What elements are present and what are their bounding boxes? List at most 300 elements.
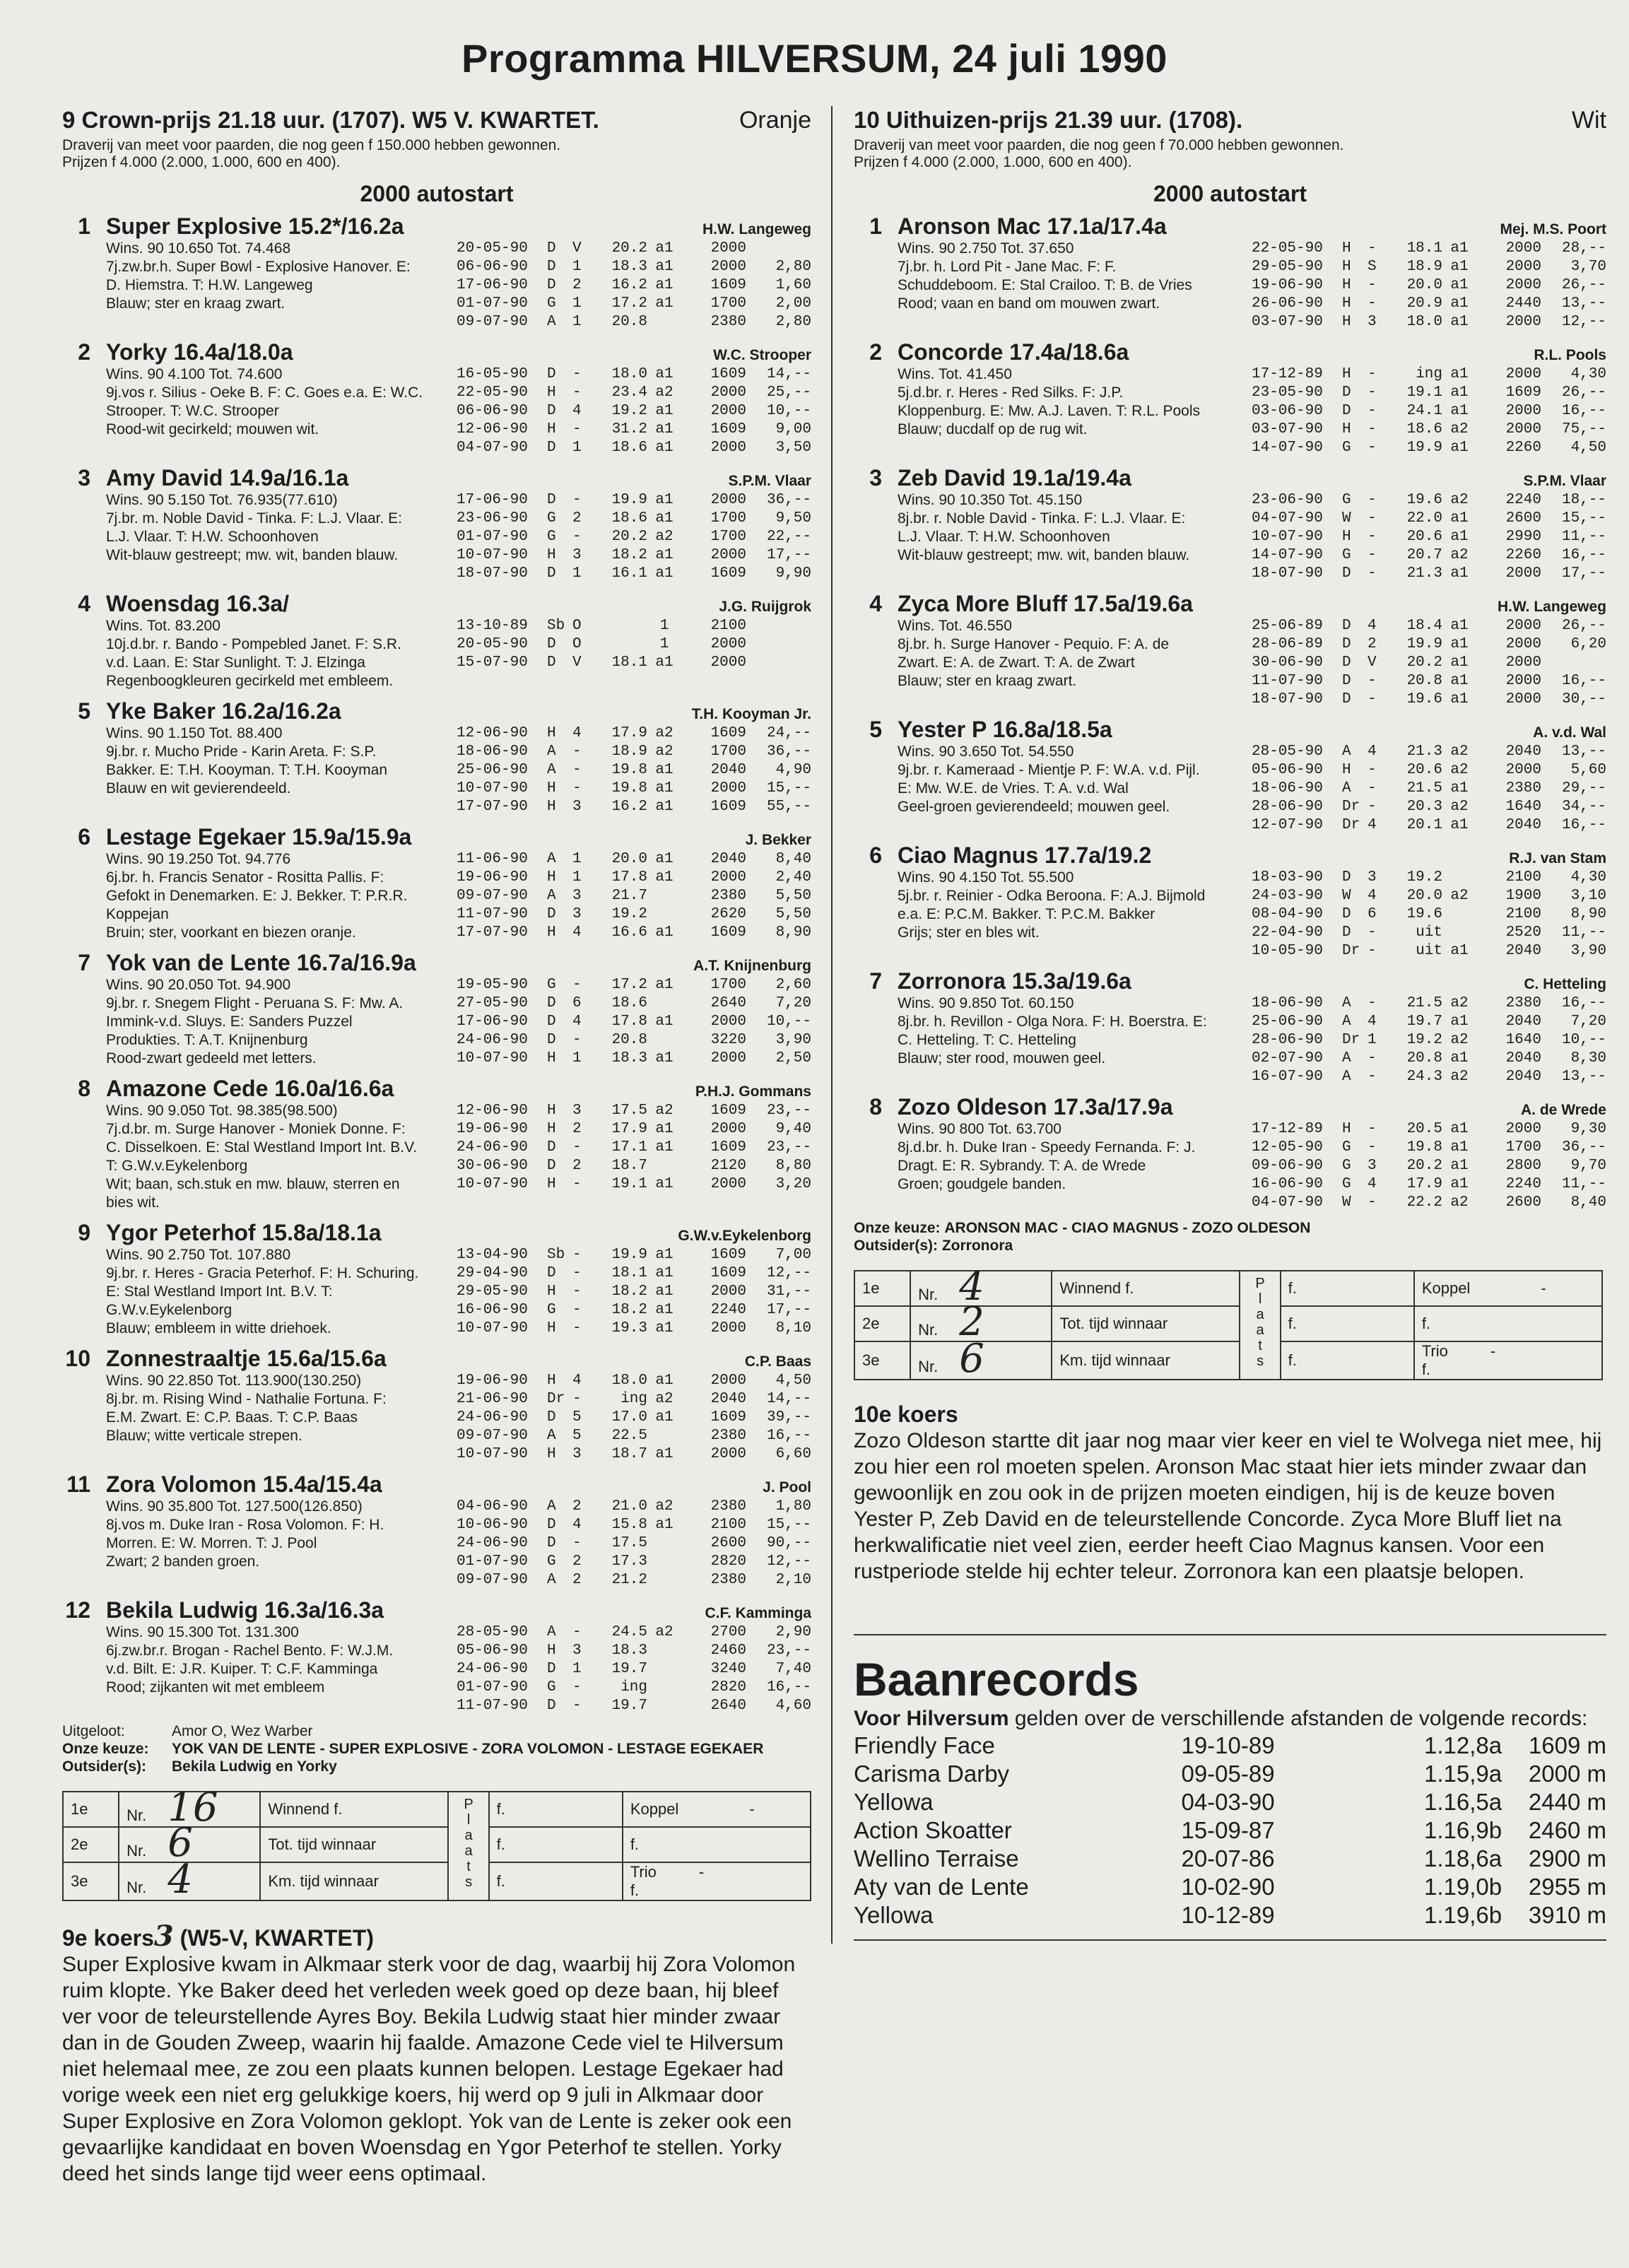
start-cell: 16.2 <box>611 799 647 815</box>
start-cell: 6 <box>1368 906 1377 922</box>
horse-header <box>62 213 811 240</box>
start-cell: a2 <box>1450 547 1469 563</box>
start-cell: 24-06-90 <box>457 1535 528 1551</box>
start-row <box>457 1679 811 1697</box>
start-cell: D <box>547 403 556 419</box>
start-cell: 34,-- <box>1561 799 1606 815</box>
horse-header <box>62 464 811 491</box>
start-cell: A <box>1342 780 1351 797</box>
start-cell: 11-07-90 <box>457 1698 528 1714</box>
start-row <box>1252 1031 1606 1050</box>
trio-label: Trio <box>1421 1342 1448 1360</box>
start-cell: D <box>547 1158 556 1174</box>
start-cell: - <box>572 1176 582 1192</box>
horse-trainer: H.W. Langeweg <box>702 221 811 237</box>
start-cell: 2,60 <box>775 977 811 993</box>
start-cell: G <box>1342 1158 1351 1174</box>
start-cell: A <box>1342 1069 1351 1085</box>
start-cell: 9,50 <box>775 510 811 527</box>
start-cell: 4 <box>1368 817 1377 833</box>
horse-info <box>106 491 457 583</box>
start-row <box>457 1372 811 1390</box>
start-cell: a1 <box>655 295 674 312</box>
start-cell: 17,-- <box>1561 565 1606 582</box>
start-cell: 2 <box>572 1553 582 1570</box>
start-cell: 4 <box>1368 1013 1377 1030</box>
record-horse: Carisma Darby <box>854 1761 1010 1787</box>
horse-name: Zozo Oldeson 17.3a/17.9a <box>898 1094 1173 1120</box>
start-cell: H <box>547 421 556 437</box>
start-cell: 08-04-90 <box>1252 906 1323 922</box>
start-cell: 3,70 <box>1570 259 1606 275</box>
start-cell: G <box>1342 1176 1351 1192</box>
start-row <box>457 780 811 798</box>
start-cell: - <box>572 762 582 778</box>
start-cell: 06-06-90 <box>457 403 528 419</box>
start-cell: 2240 <box>1505 1176 1541 1192</box>
records-table <box>854 1732 1606 1929</box>
start-cell: 16.2 <box>611 277 647 293</box>
start-row <box>1252 1068 1606 1086</box>
start-cell: 18.9 <box>611 744 647 760</box>
horse-entry <box>62 213 811 331</box>
start-row <box>457 1264 811 1283</box>
horse-name-line <box>62 1345 387 1372</box>
start-cell: 2520 <box>1505 924 1541 941</box>
horse-info-line: Blauw; ducdalf op de rug wit. <box>898 421 1088 437</box>
start-cell: 9,90 <box>775 565 811 582</box>
horse-recent-starts <box>1252 743 1606 835</box>
start-cell: a1 <box>655 1050 674 1067</box>
horse-recent-starts <box>457 850 811 942</box>
start-cell: 14,-- <box>766 366 811 382</box>
start-cell: 4,30 <box>1570 869 1606 886</box>
start-cell: 16.6 <box>611 924 647 941</box>
start-cell: 2000 <box>710 654 746 671</box>
horse-recent-starts <box>1252 491 1606 583</box>
start-cell: 20.5 <box>1406 1121 1442 1137</box>
start-cell: a1 <box>655 1409 674 1426</box>
horse-name: Ciao Magnus 17.7a/19.2 <box>898 842 1152 868</box>
start-cell: 18.3 <box>611 1643 647 1659</box>
start-cell: 24-03-90 <box>1252 888 1323 904</box>
horse-entry <box>62 1075 811 1212</box>
horse-info-line: Dragt. E: R. Sybrandy. T: A. de Wrede <box>898 1158 1146 1174</box>
horse-info-line: Wins. 90 5.150 Tot. 76.935(77.610) <box>106 492 338 508</box>
handwritten-number: 4 <box>959 1264 984 1310</box>
start-cell: 1,60 <box>775 277 811 293</box>
start-cell: a1 <box>1450 618 1469 634</box>
horse-info-line: Wins. 90 4.100 Tot. 74.600 <box>106 366 283 382</box>
start-cell: 2380 <box>1505 780 1541 797</box>
start-cell: 2040 <box>1505 943 1541 959</box>
start-cell: D <box>1342 618 1351 634</box>
start-row <box>1252 905 1606 924</box>
start-cell: a1 <box>655 1013 674 1030</box>
start-cell: H <box>1342 259 1351 275</box>
record-horse: Friendly Face <box>854 1732 995 1758</box>
start-cell: 25-06-90 <box>1252 1013 1323 1030</box>
start-cell: 3 <box>572 547 582 563</box>
horse-info <box>106 240 457 331</box>
start-cell: - <box>572 1032 582 1048</box>
koppel-dash: - <box>749 1800 755 1818</box>
start-cell: - <box>572 492 582 508</box>
start-cell: a1 <box>1450 691 1469 707</box>
horse-details <box>898 365 1606 457</box>
keuze-value: YOK VAN DE LENTE - SUPER EXPLOSIVE - ZORA VOLOMON - LESTAGE EGEKAER <box>172 1741 764 1757</box>
start-cell <box>647 1157 681 1175</box>
start-row <box>457 1157 811 1175</box>
start-cell: 2 <box>572 1158 582 1174</box>
start-cell: 24-06-90 <box>457 1032 528 1048</box>
horse-recent-starts <box>457 1246 811 1338</box>
start-cell <box>599 617 647 635</box>
horse-info-line: D. Hiemstra. T: H.W. Langeweg <box>106 277 313 293</box>
start-cell: 15,-- <box>766 1517 811 1533</box>
result-label: Km. tijd winnaar <box>260 1862 448 1900</box>
start-cell: - <box>572 1535 582 1551</box>
horse-info-line: Wins. 90 1.150 Tot. 88.400 <box>106 725 283 741</box>
start-cell: 2 <box>572 1121 582 1137</box>
start-cell: 1609 <box>710 1247 746 1263</box>
start-cell: 1640 <box>1505 799 1541 815</box>
start-cell: 17.5 <box>611 1535 647 1551</box>
start-cell: 2000 <box>1505 636 1541 652</box>
horse-name: Super Explosive 15.2*/16.2a <box>106 213 404 239</box>
start-cell: a1 <box>1450 565 1469 582</box>
start-cell <box>1541 654 1606 672</box>
start-cell: a1 <box>655 1446 674 1462</box>
start-row <box>1252 1139 1606 1157</box>
start-row <box>457 1301 811 1320</box>
start-cell: H <box>1342 762 1351 778</box>
start-cell: 3,90 <box>775 1032 811 1048</box>
start-cell: a1 <box>1450 1176 1469 1192</box>
start-cell: G <box>547 1553 556 1570</box>
start-cell: 12-07-90 <box>1252 817 1323 833</box>
start-cell: a1 <box>1450 384 1469 401</box>
start-cell: O <box>572 618 582 634</box>
start-row <box>457 798 811 816</box>
start-cell: a1 <box>655 654 674 671</box>
horse-entry <box>62 1219 811 1338</box>
horse-info-line: Kloppenburg. E: Mw. A.J. Laven. T: R.L. Pools <box>898 403 1201 419</box>
start-cell: 1609 <box>710 924 746 941</box>
start-cell: 3240 <box>710 1661 746 1677</box>
outsider-value: Zorronora <box>941 1238 1013 1254</box>
start-cell: - <box>1368 780 1377 797</box>
start-cell: 7,20 <box>775 995 811 1011</box>
start-cell: a1 <box>655 1176 674 1192</box>
start-cell: 5,50 <box>775 888 811 904</box>
start-cell: 14,-- <box>766 1391 811 1407</box>
horse-number: 4 <box>78 591 90 616</box>
start-cell <box>746 654 811 672</box>
start-cell: 1609 <box>710 277 746 293</box>
horse-header <box>854 213 1606 240</box>
horse-name: Zeb David 19.1a/19.4a <box>898 465 1131 490</box>
result-place: 2e <box>63 1827 119 1862</box>
start-row <box>457 1498 811 1516</box>
start-cell: 17-06-90 <box>457 1013 528 1030</box>
start-cell: 23.4 <box>611 384 647 401</box>
start-cell: 21.5 <box>1406 780 1442 797</box>
start-cell: 3,50 <box>775 440 811 456</box>
horse-info-line: 8j.br. r. Noble David - Tinka. F: L.J. Vlaar. E: <box>898 510 1186 527</box>
start-cell: 2,50 <box>775 1050 811 1067</box>
start-cell: a1 <box>655 1283 674 1300</box>
outsider-value: Bekila Ludwig en Yorky <box>172 1758 337 1775</box>
start-cell: a1 <box>655 1373 674 1389</box>
start-row <box>457 654 811 672</box>
start-cell: a2 <box>655 1498 674 1515</box>
start-cell: 11-07-90 <box>457 906 528 922</box>
horse-info-line: Wit-blauw gestreept; mw. wit, banden blauw. <box>106 547 399 563</box>
start-cell: 31,-- <box>766 1283 811 1300</box>
comment-heading-text: 9e koers <box>62 1925 154 1951</box>
start-cell: 16-06-90 <box>457 1302 528 1318</box>
record-horse: Aty van de Lente <box>854 1874 1029 1900</box>
start-cell: 13,-- <box>1561 744 1606 760</box>
horse-name: Aronson Mac 17.1a/17.4a <box>898 213 1167 239</box>
horse-name-line <box>854 1093 1172 1120</box>
horse-info-line: Wins. 90 19.250 Tot. 94.776 <box>106 851 291 867</box>
race-10-comment: Zozo Oldeson startte dit jaar nog maar vier keer en viel te Wolvega niet mee, hij zou hier een rol moeten spelen. Aronson Mac staat hier iets minder zwaar dan gewoonlijk en zou ook in de prijzen moeten eindigen, hij is de keuze boven Yester P, Zeb David en de teleurstellende Concorde. Zyca More Bluff liet na herkwalificatie niet veel zien, eerder heeft Ciao Magnus kansen. Voor een rustperiode stelde hij echter teleur. Zorronora kan een plaatsje belopen. <box>854 1429 1602 1583</box>
race-10-color: Wit <box>1571 107 1606 134</box>
start-cell: 1,80 <box>775 1498 811 1515</box>
start-row <box>1252 439 1606 457</box>
race-10-condition-line: Draverij van meet voor paarden, die nog geen f 70.000 hebben gewonnen. <box>854 137 1344 153</box>
horse-header <box>62 949 811 976</box>
horse-info-line: Wins. 90 2.750 Tot. 37.650 <box>898 240 1074 257</box>
start-row <box>1252 384 1606 402</box>
start-cell: 1 <box>1368 1032 1377 1048</box>
start-cell: H <box>547 869 556 886</box>
start-cell: 20.2 <box>611 529 647 545</box>
start-cell: A <box>547 744 556 760</box>
horse-recent-starts <box>1252 617 1606 709</box>
horse-recent-starts <box>457 1102 811 1212</box>
start-row <box>1252 887 1606 905</box>
start-cell: A <box>547 1624 556 1640</box>
horse-name: Zonnestraaltje 15.6a/15.6a <box>106 1346 387 1371</box>
horse-info-line: 9j.vos r. Silius - Oeke B. F: C. Goes e.a. E: W.C. <box>106 384 423 401</box>
start-row <box>457 565 811 583</box>
start-cell: a1 <box>1450 277 1469 293</box>
start-row <box>457 1697 811 1715</box>
number-label: Nr. <box>918 1321 939 1339</box>
start-cell: G <box>547 977 556 993</box>
start-cell: D <box>547 1661 556 1677</box>
start-cell: 18-07-90 <box>1252 565 1323 582</box>
horse-info-line: Geel-groen gevierendeeld; mouwen geel. <box>898 799 1170 815</box>
start-cell: 55,-- <box>766 799 811 815</box>
start-cell: 29-04-90 <box>457 1265 528 1281</box>
start-cell: 2100 <box>710 618 746 634</box>
start-cell: 03-07-90 <box>1252 314 1323 330</box>
start-cell: a1 <box>655 547 674 563</box>
horse-recent-starts <box>457 976 811 1068</box>
start-cell: 2380 <box>1505 995 1541 1011</box>
start-cell: 21-06-90 <box>457 1391 528 1407</box>
start-cell: 17,-- <box>766 1302 811 1318</box>
start-row <box>1252 1013 1606 1031</box>
horse-info <box>106 365 457 457</box>
start-cell: 4 <box>1368 888 1377 904</box>
start-row <box>457 887 811 905</box>
start-cell: - <box>1368 240 1377 257</box>
start-cell: - <box>1368 440 1377 456</box>
bet-cell <box>623 1792 811 1827</box>
horse-info-line: 10j.d.br. r. Bando - Pompebled Janet. F: S.R. <box>106 636 401 652</box>
horse-info-line: 9j.br. r. Mucho Pride - Karin Areta. F: S.P. <box>106 744 377 760</box>
start-cell: 10-07-90 <box>457 780 528 797</box>
start-cell: - <box>572 1247 582 1263</box>
start-cell: 2 <box>572 1572 582 1588</box>
horse-name-line <box>62 213 404 240</box>
start-row <box>457 240 811 258</box>
start-cell: a1 <box>655 851 674 867</box>
start-cell: 01-07-90 <box>457 1679 528 1696</box>
start-row <box>1252 691 1606 709</box>
start-cell: 30,-- <box>1561 691 1606 707</box>
start-cell: Dr <box>1342 943 1360 959</box>
horse-trainer: A. de Wrede <box>1521 1102 1606 1118</box>
start-cell: 90,-- <box>766 1535 811 1551</box>
horse-info-line: Rood; zijkanten wit met embleem <box>106 1679 325 1696</box>
start-cell: 2000 <box>710 1446 746 1462</box>
start-cell: 3 <box>1368 1158 1377 1174</box>
start-cell: 19.1 <box>1406 384 1442 401</box>
start-cell: a2 <box>1450 1032 1469 1048</box>
handwritten-number: 16 <box>167 1785 218 1831</box>
start-cell: 9,30 <box>1570 1121 1606 1137</box>
horse-info <box>106 1102 457 1212</box>
start-row <box>457 1534 811 1553</box>
trio-value: f. <box>1421 1361 1431 1378</box>
start-cell: 8,40 <box>775 851 811 867</box>
start-cell: 09-07-90 <box>457 1572 528 1588</box>
start-cell: 22.5 <box>611 1428 647 1444</box>
start-cell: 18-06-90 <box>1252 995 1323 1011</box>
start-cell <box>647 1427 681 1445</box>
start-cell: 12,-- <box>766 1553 811 1570</box>
start-cell: a1 <box>1450 1013 1469 1030</box>
start-cell: - <box>1368 943 1377 959</box>
start-cell: - <box>1368 384 1377 401</box>
records-intro-bold: Voor Hilversum <box>854 1707 1009 1730</box>
start-cell: 01-07-90 <box>457 1553 528 1570</box>
start-cell: D <box>547 1409 556 1426</box>
start-cell: D <box>1342 691 1351 707</box>
start-cell: V <box>572 654 582 671</box>
start-cell: 19.6 <box>1406 691 1442 707</box>
start-cell: 2040 <box>1505 1050 1541 1067</box>
start-cell: a2 <box>655 529 674 545</box>
start-cell: 18.6 <box>611 440 647 456</box>
start-cell: a1 <box>655 366 674 382</box>
start-cell: 25-06-90 <box>457 762 528 778</box>
plaats-value: f. <box>489 1827 623 1862</box>
horse-info-line: Wins. 90 9.050 Tot. 98.385(98.500) <box>106 1103 338 1119</box>
horse-info-line: Bruin; ster, voorkant en biezen oranje. <box>106 924 356 941</box>
start-cell: 9,40 <box>775 1121 811 1137</box>
horse-trainer: W.C. Strooper <box>713 347 811 363</box>
start-cell: 6,60 <box>775 1446 811 1462</box>
record-row <box>854 1788 1606 1816</box>
start-cell: H <box>547 547 556 563</box>
record-distance: 2460 m <box>1528 1817 1606 1843</box>
start-cell: a1 <box>655 259 674 275</box>
horse-name: Amazone Cede 16.0a/16.6a <box>106 1076 394 1101</box>
start-cell: a2 <box>1450 762 1469 778</box>
start-cell: G <box>1342 547 1351 563</box>
horse-info <box>898 743 1252 835</box>
start-cell: 1609 <box>710 421 746 437</box>
start-cell: - <box>572 1302 582 1318</box>
result-place: 3e <box>854 1341 910 1380</box>
horse-trainer: C. Hetteling <box>1524 976 1606 992</box>
start-cell: H <box>1342 421 1351 437</box>
start-cell: 1 <box>572 1050 582 1067</box>
horse-name-line <box>62 1075 394 1102</box>
start-cell: - <box>572 780 582 797</box>
start-cell <box>647 1642 681 1660</box>
horse-info <box>106 617 457 691</box>
start-cell <box>647 994 681 1013</box>
koppel-label: Koppel <box>1421 1279 1471 1297</box>
number-label: Nr. <box>127 1879 147 1896</box>
start-cell: H <box>547 384 556 401</box>
start-cell: D <box>1342 403 1351 419</box>
start-cell: - <box>1368 924 1377 941</box>
start-cell: 2000 <box>710 384 746 401</box>
start-cell <box>746 240 811 258</box>
race-10-result-box <box>854 1264 1603 1382</box>
record-row <box>854 1901 1606 1929</box>
start-cell: Dr <box>1342 799 1360 815</box>
start-cell: H <box>1342 295 1351 312</box>
horse-details <box>106 1246 811 1338</box>
start-cell: 11,-- <box>1561 529 1606 545</box>
start-cell: 2380 <box>710 1428 746 1444</box>
keuze-label: Onze keuze: <box>854 1220 941 1236</box>
start-row <box>457 313 811 331</box>
start-cell: a1 <box>655 492 674 508</box>
horse-entry <box>854 716 1606 835</box>
start-cell: 18.2 <box>611 547 647 563</box>
start-cell: a2 <box>655 1391 674 1407</box>
horse-name-line <box>854 590 1193 617</box>
record-date: 09-05-89 <box>1181 1761 1275 1787</box>
horse-info-line: Zwart. E: A. de Zwart. T: A. de Zwart <box>898 654 1135 671</box>
horse-info <box>106 724 457 816</box>
horse-info-line: E: Mw. W.E. de Vries. T: A. v.d. Wal <box>898 780 1129 797</box>
start-cell: 19-05-90 <box>457 977 528 993</box>
horse-info-line: 9j.br. r. Heres - Gracia Peterhof. F: H. Schuring. <box>106 1265 419 1281</box>
start-cell: 20.9 <box>1406 295 1442 312</box>
start-cell: 2240 <box>1505 492 1541 508</box>
horse-info-line: Strooper. T: W.C. Strooper <box>106 403 279 419</box>
start-cell: 2000 <box>710 1176 746 1192</box>
start-row <box>457 850 811 869</box>
horse-info-line: Wins. 90 15.300 Tot. 131.300 <box>106 1624 299 1640</box>
start-cell: 22,-- <box>766 529 811 545</box>
start-cell: 19-06-90 <box>457 1373 528 1389</box>
record-row <box>854 1760 1606 1788</box>
start-cell: a1 <box>1450 780 1469 797</box>
